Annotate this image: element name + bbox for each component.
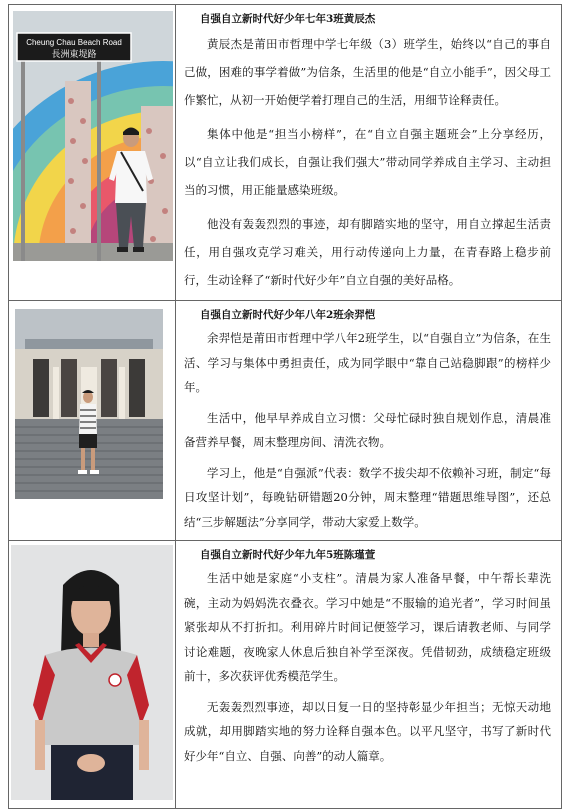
profile-paragraph: 学习上，他是“自强派”代表：数学不拔尖却不依赖补习班，制定“每日攻坚计划”，每晚钻研错题20分钟，周末整理“错题思维导图”，还总结“三步解题法”分享同学，带动大家爱上数学。 [184,465,551,529]
text-cell [176,541,562,809]
profile-title: 自强自立新时代好少年九年5班陈瑾萱 [200,549,376,561]
profile-paragraph: 黄辰杰是莆田市哲理中学七年级（3）班学生，始终以“自己的事自己做，困难的事学着做”为信条，生活里的他是“自立小能手”，因父母工作繁忙，从初一开始便学着打理自己的生活，用细节诠释责任。 [184,37,551,107]
profile-title: 自强自立新时代好少年七年3班黄辰杰 [200,13,376,25]
student-photo-1 [13,11,173,261]
profile-row [9,541,562,809]
beach-mural-photo [13,11,173,261]
student-portrait [11,545,173,800]
profile-paragraph: 生活中她是家庭“小支柱”。清晨为家人准备早餐，中午帮长辈洗碗，主动为妈妈洗衣叠衣。学习中她是“不服输的追光者”，学习时间虽紧张却从不打折扣。利用碎片时间记便签学习，课后请教老师、与同学讨论难题，夜晚家人休息后独自补学至深夜。凭借韧劲，成绩稳定班级前十，多次获评优秀模范学生。 [184,571,551,683]
photo-cell [9,301,176,541]
profile-title: 自强自立新时代好少年八年2班余羿恺 [200,309,376,321]
profile-paragraph: 集体中他是“担当小榜样”，在“自立自强主题班会”上分享经历，以“自立让我们成长，自强让我们强大”带动同学养成自主学习、主动担当的习惯，用正能量感染班级。 [184,127,551,197]
profile-paragraph: 他没有轰轰烈烈的事迹，却有脚踏实地的坚守，用自立撑起生活责任，用自强攻克学习难关，用行动传递向上力量，在青春路上稳步前行，生动诠释了“新时代好少年”自立自强的美好品格。 [184,217,551,287]
photo-cell [9,541,176,809]
text-cell [176,301,562,541]
student-photo-3 [11,545,173,800]
sign-chinese: 長洲東堤路 [51,50,97,60]
building-steps-photo [15,309,163,499]
profile-paragraph: 余羿恺是莆田市哲理中学八年2班学生，以“自强自立”为信条，在生活、学习与集体中勇担责任，成为同学眼中“靠自己站稳脚跟”的榜样少年。 [184,331,551,394]
text-cell [176,5,562,301]
profiles-table [8,4,562,809]
profile-row [9,5,562,301]
student-photo-2 [15,309,163,499]
profile-row [9,301,562,541]
document-page [8,4,559,796]
profile-paragraph: 无轰轰烈烈事迹，却以日复一日的坚持彰显少年担当；无惊天动地成就，却用脚踏实地的努力诠释自强本色。以平凡坚守，书写了新时代好少年“自立、自强、向善”的动人篇章。 [184,699,551,763]
photo-cell [9,5,176,301]
profile-paragraph: 生活中，他早早养成自立习惯：父母忙碌时独自规划作息，清晨准备营养早餐，周末整理房间、清洗衣物。 [184,410,551,449]
sign-english: Cheung Chau Beach Road [26,38,122,47]
